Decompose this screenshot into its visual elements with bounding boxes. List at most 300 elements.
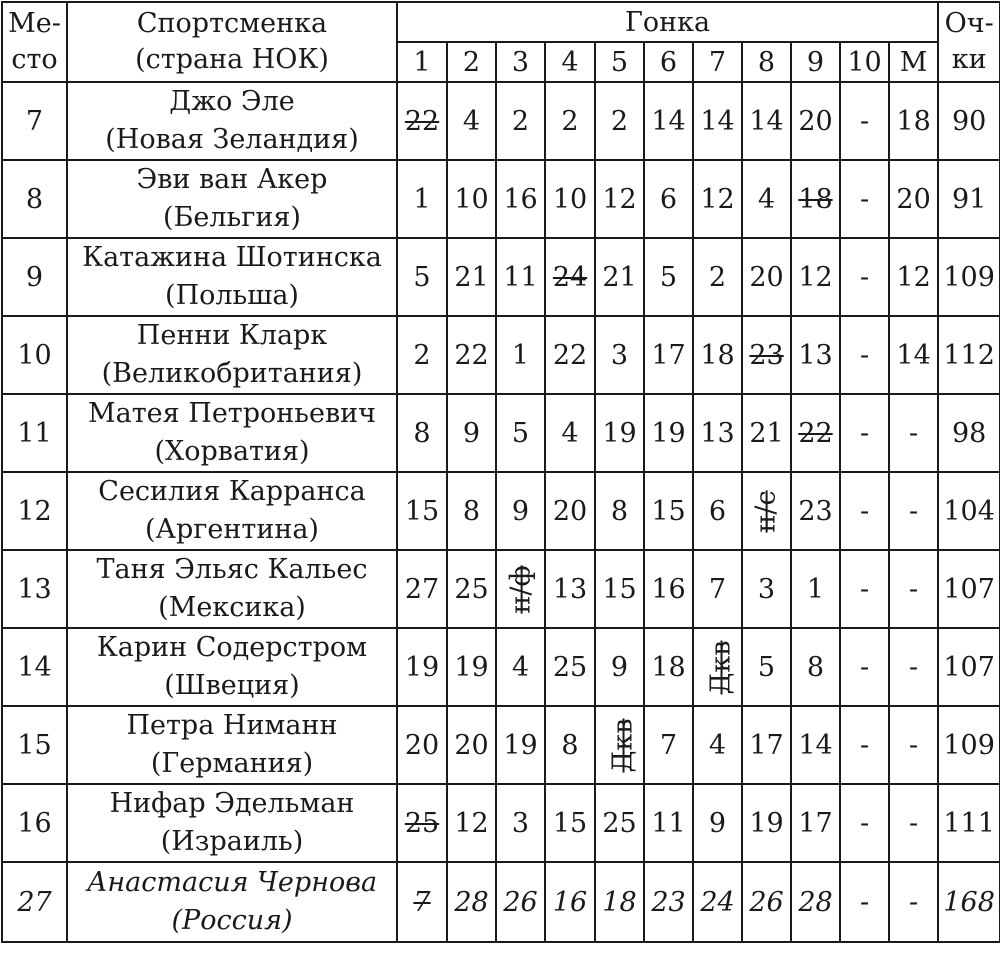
race-result-cell <box>742 160 791 238</box>
athlete-cell <box>67 784 397 862</box>
race-result-cell <box>545 628 595 706</box>
race-result-cell <box>496 472 545 550</box>
race-result-cell <box>742 394 791 472</box>
race-result: Дкв <box>607 717 639 773</box>
table-row <box>2 628 1000 706</box>
race-result-cell <box>496 82 545 160</box>
race-result-cell <box>840 784 889 862</box>
race-result: 13 <box>798 339 833 371</box>
athlete-name: Сесилия Карранса <box>98 476 366 507</box>
race-result-cell <box>397 784 447 862</box>
race-result-cell <box>889 160 938 238</box>
athlete-country: (Аргентина) <box>145 514 319 545</box>
points-cell: 112 <box>938 316 1000 394</box>
race-result-cell <box>397 472 447 550</box>
race-result: 5 <box>757 651 776 683</box>
points-cell: 168 <box>938 862 1000 942</box>
race-result-cell <box>742 550 791 628</box>
race-result: - <box>859 339 870 371</box>
race-result: 18 <box>602 886 637 918</box>
points-cell: 104 <box>938 472 1000 550</box>
race-result: 26 <box>503 886 538 918</box>
race-result-cell <box>693 862 742 942</box>
race-result: 25 <box>602 807 637 839</box>
table-row <box>2 784 1000 862</box>
race-result: - <box>859 183 870 215</box>
table-row <box>2 550 1000 628</box>
race-result: 21 <box>602 261 637 293</box>
race-result: 27 <box>404 573 440 605</box>
race-result: 19 <box>651 417 686 449</box>
race-result-cell <box>742 706 791 784</box>
race-result: 19 <box>404 651 440 683</box>
race-result-cell <box>496 706 545 784</box>
race-result-cell <box>644 706 693 784</box>
race-result: 2 <box>708 261 727 293</box>
points-cell: 90 <box>938 82 1000 160</box>
race-result-cell <box>693 550 742 628</box>
race-result: 18 <box>700 339 735 371</box>
race-result: 22 <box>454 339 489 371</box>
race-number-header: 4 <box>545 42 595 82</box>
race-result-cell <box>595 472 644 550</box>
race-result-cell <box>693 472 742 550</box>
race-result: 8 <box>561 729 579 761</box>
race-result-cell <box>496 628 545 706</box>
place-header: Ме- сто <box>2 2 67 82</box>
table-row <box>2 160 1000 238</box>
place-cell: 14 <box>2 628 67 706</box>
table-body <box>2 2 1000 942</box>
race-result-cell <box>693 394 742 472</box>
race-result: 4 <box>462 105 481 137</box>
race-result: 1 <box>806 573 825 605</box>
race-result-cell <box>791 628 840 706</box>
race-result: 2 <box>511 105 530 137</box>
race-result-cell <box>397 160 447 238</box>
race-result: 19 <box>602 417 637 449</box>
race-result: 2 <box>413 339 431 371</box>
race-result: 24 <box>552 261 588 293</box>
race-result-cell <box>397 238 447 316</box>
race-result-cell <box>447 784 496 862</box>
race-result-cell <box>545 862 595 942</box>
athlete-name: Пенни Кларк <box>136 320 328 351</box>
race-result: - <box>909 417 919 449</box>
athlete-cell <box>67 82 397 160</box>
race-result: н/ф <box>505 564 537 614</box>
race-result-cell <box>595 82 644 160</box>
race-result-cell <box>644 550 693 628</box>
race-result: 2 <box>610 105 629 137</box>
race-result-cell <box>595 394 644 472</box>
race-result-cell <box>840 160 889 238</box>
athlete-name: Катажина Шотинска <box>82 242 382 273</box>
race-result-cell <box>496 784 545 862</box>
race-result: 24 <box>700 886 735 918</box>
race-result-cell <box>595 784 644 862</box>
race-result-cell <box>791 550 840 628</box>
race-result: 15 <box>602 573 637 605</box>
athlete-header: Спортсменка (страна НОК) <box>67 2 397 82</box>
race-result-cell <box>791 862 840 942</box>
race-result: 14 <box>798 729 833 761</box>
athlete-cell <box>67 394 397 472</box>
race-result-cell <box>840 238 889 316</box>
race-result-cell <box>791 238 840 316</box>
race-result: 18 <box>896 105 931 137</box>
points-cell: 107 <box>938 550 1000 628</box>
race-result: 20 <box>798 105 833 137</box>
race-result-cell <box>889 82 938 160</box>
athlete-name: Анастасия Чернова <box>86 867 378 898</box>
race-result-cell <box>545 784 595 862</box>
race-result-cell <box>644 784 693 862</box>
header-row-top <box>2 2 1000 42</box>
points-cell: 98 <box>938 394 1000 472</box>
table-row <box>2 394 1000 472</box>
race-result-cell <box>545 550 595 628</box>
race-result-cell <box>545 82 595 160</box>
race-number-header: 3 <box>496 42 545 82</box>
race-result-cell <box>447 862 496 942</box>
points-cell: 111 <box>938 784 1000 862</box>
athlete-cell <box>67 472 397 550</box>
race-result-cell <box>791 316 840 394</box>
race-result-cell <box>644 394 693 472</box>
race-result-cell <box>595 160 644 238</box>
race-result-cell <box>496 862 545 942</box>
race-result: - <box>859 651 870 683</box>
race-result-cell <box>644 628 693 706</box>
race-result: - <box>859 261 870 293</box>
race-result-cell <box>595 862 644 942</box>
race-result: 20 <box>896 183 931 215</box>
race-result-cell <box>545 706 595 784</box>
race-result-cell <box>595 628 644 706</box>
race-result: 3 <box>511 807 530 839</box>
race-result: 2 <box>561 105 579 137</box>
race-number-header: 6 <box>644 42 693 82</box>
race-result: 12 <box>700 183 735 215</box>
race-result-cell <box>496 316 545 394</box>
race-result-cell <box>496 160 545 238</box>
race-result-cell <box>840 472 889 550</box>
place-cell: 16 <box>2 784 67 862</box>
race-result-cell <box>397 394 447 472</box>
race-result-cell <box>447 628 496 706</box>
race-result: 20 <box>749 261 784 293</box>
race-result-cell <box>397 862 447 942</box>
race-result: 15 <box>552 807 588 839</box>
race-result: 14 <box>700 105 735 137</box>
race-result: 17 <box>798 807 833 839</box>
race-result-cell <box>791 784 840 862</box>
race-result-cell <box>889 706 938 784</box>
race-result-cell <box>742 238 791 316</box>
race-result-cell <box>791 394 840 472</box>
race-result: 16 <box>651 573 686 605</box>
race-result: 7 <box>413 886 431 918</box>
athlete-name: Карин Содерстром <box>96 632 368 663</box>
race-number-header: 5 <box>595 42 644 82</box>
race-result-cell <box>447 238 496 316</box>
athlete-country: (Мексика) <box>158 592 306 623</box>
race-result-cell <box>595 316 644 394</box>
athlete-country: (Бельгия) <box>163 202 301 233</box>
race-result-cell <box>889 862 938 942</box>
race-result-cell <box>840 82 889 160</box>
race-result: 11 <box>651 807 686 839</box>
athlete-country: (Германия) <box>150 748 314 779</box>
race-result-cell <box>742 82 791 160</box>
race-result: 6 <box>708 495 727 527</box>
race-result: - <box>909 729 919 761</box>
race-result-cell <box>447 316 496 394</box>
place-cell: 8 <box>2 160 67 238</box>
race-result: 25 <box>552 651 588 683</box>
race-result: 10 <box>454 183 489 215</box>
race-result-cell <box>447 82 496 160</box>
race-result-cell <box>889 238 938 316</box>
race-result-cell <box>644 82 693 160</box>
race-result-cell <box>397 316 447 394</box>
race-number-header: 1 <box>397 42 447 82</box>
race-result: 20 <box>404 729 440 761</box>
athlete-cell <box>67 160 397 238</box>
race-result: 7 <box>659 729 678 761</box>
race-result-cell <box>397 706 447 784</box>
athlete-country: (Великобритания) <box>101 358 363 389</box>
place-cell: 10 <box>2 316 67 394</box>
race-result: 20 <box>454 729 489 761</box>
race-result-cell <box>889 316 938 394</box>
points-cell: 109 <box>938 238 1000 316</box>
race-result-cell <box>644 472 693 550</box>
race-result: - <box>909 495 919 527</box>
athlete-country: (Швеция) <box>164 670 300 701</box>
table-row <box>2 472 1000 550</box>
race-result: - <box>859 105 870 137</box>
race-result: 14 <box>651 105 686 137</box>
race-result-cell <box>595 550 644 628</box>
race-result: 4 <box>757 183 776 215</box>
race-result-cell <box>447 472 496 550</box>
race-result: 23 <box>798 495 833 527</box>
race-result-cell <box>742 862 791 942</box>
race-result: 16 <box>552 886 588 918</box>
race-result: - <box>909 573 919 605</box>
race-result-cell <box>742 784 791 862</box>
race-result-cell <box>644 160 693 238</box>
athlete-country: (Новая Зеландия) <box>105 124 359 155</box>
race-result-cell <box>397 628 447 706</box>
race-result-cell <box>791 706 840 784</box>
race-result-cell <box>791 472 840 550</box>
race-result: 23 <box>651 886 686 918</box>
race-result: 17 <box>749 729 784 761</box>
table-row <box>2 82 1000 160</box>
athlete-name: Матея Петроньевич <box>88 398 376 429</box>
race-result-cell <box>840 316 889 394</box>
athlete-name: Таня Эльяс Кальес <box>96 554 368 585</box>
race-result: 21 <box>749 417 784 449</box>
race-result-cell <box>496 238 545 316</box>
race-result: 3 <box>757 573 776 605</box>
athlete-country: (Польша) <box>165 280 299 311</box>
race-result: - <box>909 807 919 839</box>
race-result-cell <box>742 628 791 706</box>
race-result-cell <box>742 316 791 394</box>
race-result: - <box>859 417 870 449</box>
race-result: 5 <box>511 417 530 449</box>
race-result: 22 <box>404 105 440 137</box>
place-cell: 11 <box>2 394 67 472</box>
race-result: 4 <box>511 651 530 683</box>
race-result-cell <box>447 706 496 784</box>
race-result: 28 <box>454 886 489 918</box>
race-result: 6 <box>659 183 678 215</box>
race-result-cell <box>545 160 595 238</box>
race-result: 21 <box>454 261 489 293</box>
race-result: н/с <box>751 489 782 533</box>
race-result-cell <box>545 472 595 550</box>
race-result: 12 <box>896 261 931 293</box>
race-result: 8 <box>610 495 629 527</box>
race-result: 20 <box>552 495 588 527</box>
race-result-cell <box>595 706 644 784</box>
race-number-header: 2 <box>447 42 496 82</box>
race-result: 1 <box>413 183 431 215</box>
race-result-cell <box>693 160 742 238</box>
race-result-cell <box>889 784 938 862</box>
race-result: 3 <box>610 339 629 371</box>
race-result: 8 <box>462 495 481 527</box>
race-result-cell <box>447 394 496 472</box>
race-result: - <box>859 886 870 918</box>
race-number-header: 9 <box>791 42 840 82</box>
race-result-cell <box>840 628 889 706</box>
race-result: Дкв <box>705 639 737 695</box>
race-result-cell <box>693 316 742 394</box>
table-row <box>2 706 1000 784</box>
athlete-name: Петра Ниманн <box>126 710 338 741</box>
race-result-cell <box>693 238 742 316</box>
athlete-country: (Россия) <box>171 905 293 936</box>
race-result: - <box>859 807 870 839</box>
table-row <box>2 238 1000 316</box>
race-result: 8 <box>413 417 431 449</box>
race-result: 18 <box>651 651 686 683</box>
place-cell: 27 <box>2 862 67 942</box>
race-result: 28 <box>798 886 833 918</box>
race-result: 17 <box>651 339 686 371</box>
race-result-cell <box>791 160 840 238</box>
race-result: - <box>909 886 919 918</box>
race-result: 9 <box>511 495 530 527</box>
race-result-cell <box>693 82 742 160</box>
race-result: 26 <box>749 886 784 918</box>
athlete-cell <box>67 706 397 784</box>
race-result: 8 <box>806 651 825 683</box>
athlete-cell <box>67 238 397 316</box>
race-number-header: 7 <box>693 42 742 82</box>
race-result-cell <box>840 862 889 942</box>
place-cell: 15 <box>2 706 67 784</box>
athlete-cell <box>67 550 397 628</box>
race-result: 7 <box>708 573 727 605</box>
race-result: 23 <box>749 339 784 371</box>
race-result-cell <box>447 160 496 238</box>
race-result-cell <box>693 784 742 862</box>
race-result-cell <box>840 394 889 472</box>
race-result-cell <box>791 82 840 160</box>
race-result-cell <box>889 628 938 706</box>
race-result-cell <box>397 550 447 628</box>
athlete-cell <box>67 862 397 942</box>
race-result-cell <box>644 316 693 394</box>
table-row <box>2 862 1000 942</box>
race-result-cell <box>693 628 742 706</box>
race-result: - <box>859 495 870 527</box>
race-result-cell <box>693 706 742 784</box>
race-result: 18 <box>798 183 833 215</box>
athlete-cell <box>67 628 397 706</box>
race-result: 12 <box>602 183 637 215</box>
race-number-header: 10 <box>840 42 889 82</box>
race-result: 13 <box>552 573 588 605</box>
race-result: 22 <box>798 417 833 449</box>
table-row <box>2 316 1000 394</box>
race-result: 5 <box>659 261 678 293</box>
race-result: 12 <box>798 261 833 293</box>
race-result-cell <box>595 238 644 316</box>
points-cell: 107 <box>938 628 1000 706</box>
race-result: 14 <box>749 105 784 137</box>
race-header: Гонка <box>397 2 938 42</box>
place-cell: 13 <box>2 550 67 628</box>
race-number-header: 8 <box>742 42 791 82</box>
race-result: 4 <box>708 729 727 761</box>
race-result: 4 <box>561 417 579 449</box>
athlete-name: Эви ван Акер <box>136 164 328 195</box>
race-result: 9 <box>610 651 629 683</box>
race-result: 9 <box>708 807 727 839</box>
race-result-cell <box>545 316 595 394</box>
race-result: 19 <box>749 807 784 839</box>
points-header: Оч- ки <box>938 2 1000 82</box>
points-cell: 91 <box>938 160 1000 238</box>
race-result: 5 <box>413 261 431 293</box>
race-result: 11 <box>503 261 538 293</box>
points-cell: 109 <box>938 706 1000 784</box>
race-result: 25 <box>454 573 489 605</box>
results-table <box>1 1 1000 943</box>
place-cell: 9 <box>2 238 67 316</box>
race-result: 22 <box>552 339 588 371</box>
place-cell: 7 <box>2 82 67 160</box>
race-result: 19 <box>503 729 538 761</box>
race-result: - <box>859 573 870 605</box>
race-result: 10 <box>552 183 588 215</box>
race-result: 16 <box>503 183 538 215</box>
race-result: - <box>909 651 919 683</box>
race-result: - <box>859 729 870 761</box>
race-result-cell <box>889 550 938 628</box>
race-result-cell <box>496 550 545 628</box>
race-result-cell <box>447 550 496 628</box>
race-result-cell <box>545 238 595 316</box>
